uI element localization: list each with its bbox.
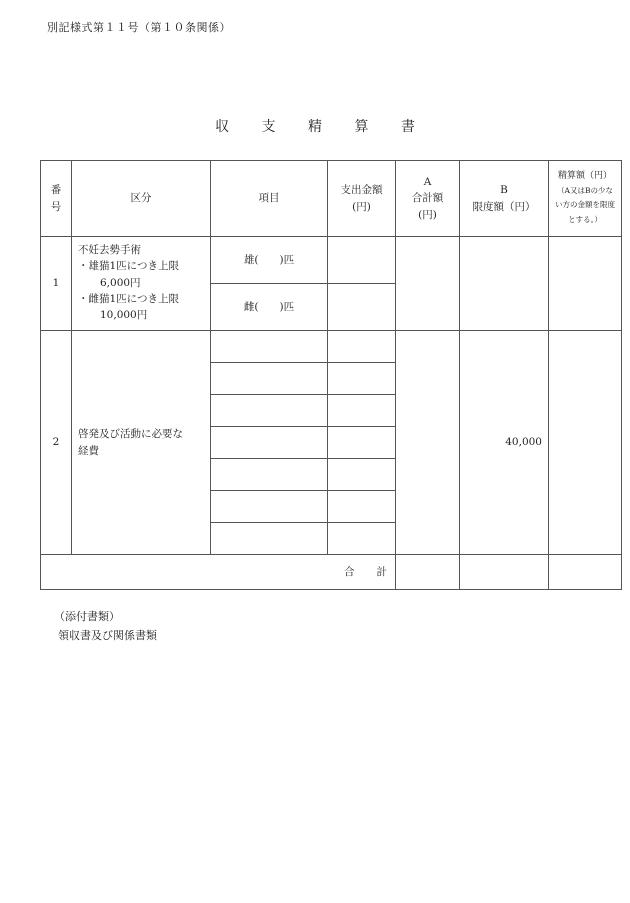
header-expense (328, 161, 396, 237)
expense-cell[interactable] (328, 237, 396, 284)
header-settle (549, 161, 622, 237)
item-cell[interactable] (211, 459, 328, 491)
header-total-a-line-2: 合計額 (411, 192, 444, 205)
header-settle-line-2: （A又はBの少な (557, 186, 613, 196)
category-line: ・雄猫1匹につき上限 (78, 260, 179, 273)
grand-total-settle[interactable] (549, 555, 622, 590)
row-number: 1 (41, 237, 72, 331)
category-line: 経費 (78, 444, 99, 457)
expense-cell[interactable] (328, 427, 396, 459)
total-a-cell[interactable] (396, 331, 460, 555)
header-limit-b-line-1: B (500, 184, 508, 197)
total-label (41, 555, 396, 590)
expense-cell[interactable] (328, 284, 396, 331)
limit-b-amount: 40,000 (460, 331, 549, 555)
header-total-a-line-3: (円) (418, 208, 437, 221)
category-line: 不妊去勢手術 (78, 244, 141, 256)
header-settle-line-1: 精算額（円） (557, 171, 612, 182)
total-a-cell[interactable] (396, 237, 460, 331)
header-limit-b-line-2: 限度額（円） (472, 200, 536, 213)
header-total-a-line-1: A (423, 176, 432, 189)
total-row (41, 555, 622, 590)
form-caption: 別記様式第１１号（第１０条関係） (47, 21, 231, 34)
grand-total-b[interactable] (460, 555, 549, 590)
header-row (41, 161, 622, 237)
item-cell[interactable] (211, 491, 328, 523)
attachments-body: 領収書及び関係書類 (58, 629, 157, 642)
settle-cell[interactable] (549, 237, 622, 331)
header-number (41, 161, 72, 237)
total-label-char-1: 合 (344, 565, 355, 578)
header-total-a (396, 161, 460, 237)
header-limit-b (460, 161, 549, 237)
item-cell[interactable] (211, 363, 328, 395)
expense-cell[interactable] (328, 523, 396, 555)
category-line: 6,000円 (100, 276, 141, 289)
item-male-count[interactable]: 雄( )匹 (211, 237, 328, 284)
attachments-title: （添付書類） (54, 610, 120, 623)
expense-cell[interactable] (328, 331, 396, 363)
header-expense-line-2: (円) (352, 200, 371, 213)
header-number-line-2: 号 (50, 200, 62, 213)
row-number: 2 (41, 331, 72, 555)
expense-cell[interactable] (328, 459, 396, 491)
table-row (41, 331, 622, 363)
table-row (41, 237, 622, 284)
item-cell[interactable] (211, 395, 328, 427)
header-settle-line-3: い方の金額を限度 (555, 200, 615, 210)
item-female-count[interactable]: 雌( )匹 (211, 284, 328, 331)
expense-cell[interactable] (328, 363, 396, 395)
header-expense-line-1: 支出金額 (340, 184, 383, 197)
row-category (72, 237, 211, 331)
page-title: 収 支 精 算 書 (215, 119, 429, 135)
settle-cell[interactable] (549, 331, 622, 555)
item-cell[interactable] (211, 427, 328, 459)
expense-cell[interactable] (328, 395, 396, 427)
header-settle-line-4: とする。） (568, 214, 602, 224)
item-cell[interactable] (211, 523, 328, 555)
limit-b-cell (460, 237, 549, 331)
total-label-char-2: 計 (376, 565, 387, 578)
row-category (72, 331, 211, 555)
expense-cell[interactable] (328, 491, 396, 523)
category-line: 10,000円 (100, 309, 148, 322)
grand-total-a[interactable] (396, 555, 460, 590)
header-number-line-1: 番 (50, 184, 62, 197)
header-item: 項目 (211, 161, 328, 237)
category-line: ・雌猫1匹につき上限 (78, 292, 179, 305)
header-kubun: 区分 (72, 161, 211, 237)
settlement-table (40, 160, 622, 590)
category-line: 啓発及び活動に必要な (78, 428, 183, 441)
item-cell[interactable] (211, 331, 328, 363)
